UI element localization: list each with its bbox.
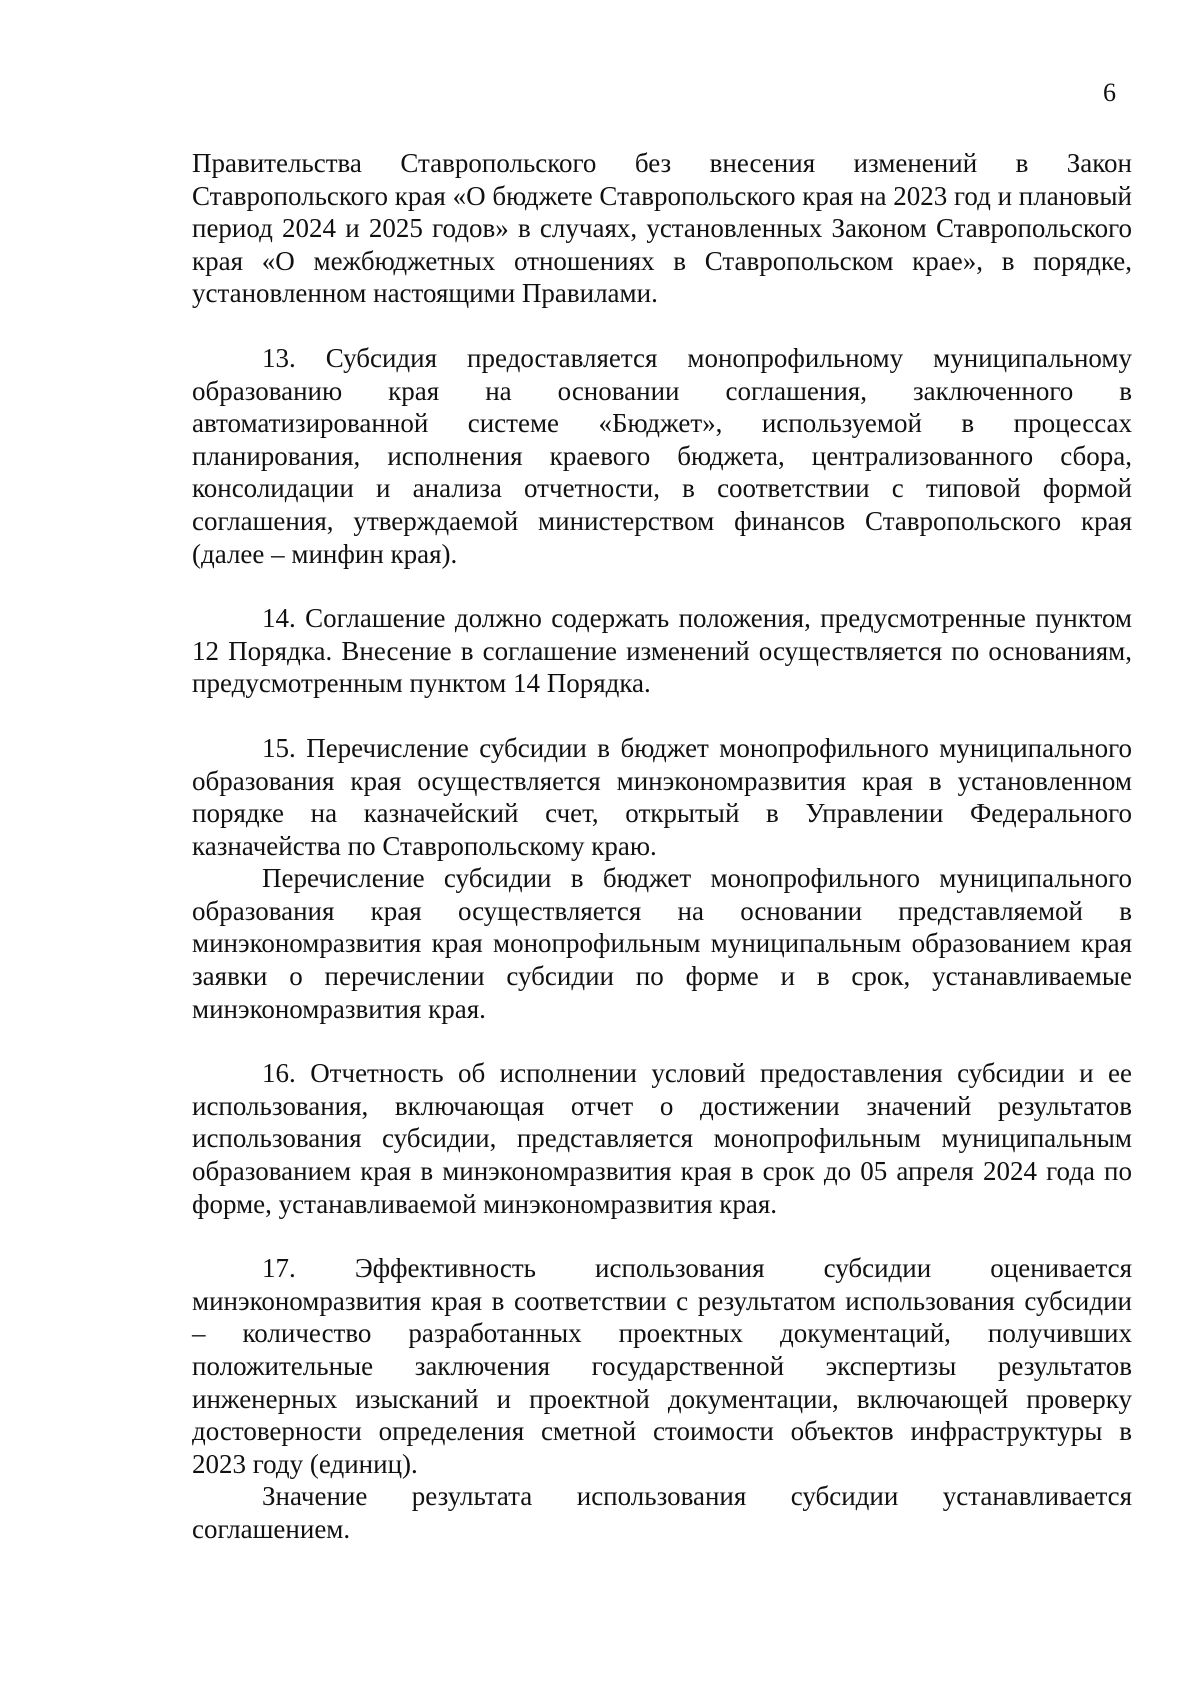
document-body: [192, 147, 1132, 1546]
paragraph-14: 14. Соглашение должно содержать положения, предусмотренные пунктом 12 Порядка. Внесение в соглашение изменений осуществляется по основаниям, предусмотренным пунктом 14 Порядка.: [192, 603, 1132, 699]
page-number: 6: [1103, 78, 1116, 107]
paragraph-17-second: Значение результата использования субсидии устанавливается соглашением.: [192, 1481, 1132, 1544]
paragraph-16: 16. Отчетность об исполнении условий предоставления субсидии и ее использования, включающая отчет о достижении значений результатов использования субсидии, представляется монопрофильным муниципальным образованием края в минэкономразвития края в срок до 05 апреля 2024 года по форме, устанавливаемой минэкономразвития края.: [192, 1058, 1132, 1219]
paragraph-15: 15. Перечисление субсидии в бюджет монопрофильного муниципального образования края осуществляется минэкономразвития края в установленном порядке на казначейский счет, открытый в Управлении Федерального казначейства по Ставропольскому краю.: [192, 732, 1132, 861]
paragraph-12-continuation: Правительства Ставропольского без внесения изменений в Закон Ставропольского края «О бюджете Ставропольского края на 2023 год и плановый период 2024 и 2025 годов» в случаях, установленных Законом Ставропольского края «О межбюджетных отношениях в Ставропольском крае», в порядке, установленном настоящими Правилами.: [192, 148, 1132, 309]
paragraph-13: 13. Субсидия предоставляется монопрофильному муниципальному образованию края на основании соглашения, заключенного в автоматизированной системе «Бюджет», используемой в процессах планирования, исполнения краевого бюджета, централизованного сбора, консолидации и анализа отчетности, в соответствии с типовой формой соглашения, утверждаемой министерством финансов Ставропольского края (далее – минфин края).: [192, 342, 1132, 569]
paragraph-17: 17. Эффективность использования субсидии оценивается минэкономразвития края в соответствии с результатом использования субсидии – количество разработанных проектных документаций, получивших положительные заключения государственной экспертизы результатов инженерных изысканий и проектной документации, включающей проверку достоверности определения сметной стоимости объектов инфраструктуры в 2023 году (единиц).: [192, 1253, 1132, 1479]
paragraph-15-second: Перечисление субсидии в бюджет монопрофильного муниципального образования края осуществляется на основании представляемой в минэкономразвития края монопрофильным муниципальным образованием края заявки о перечислении субсидии по форме и в срок, устанавливаемые минэкономразвития края.: [192, 863, 1132, 1024]
